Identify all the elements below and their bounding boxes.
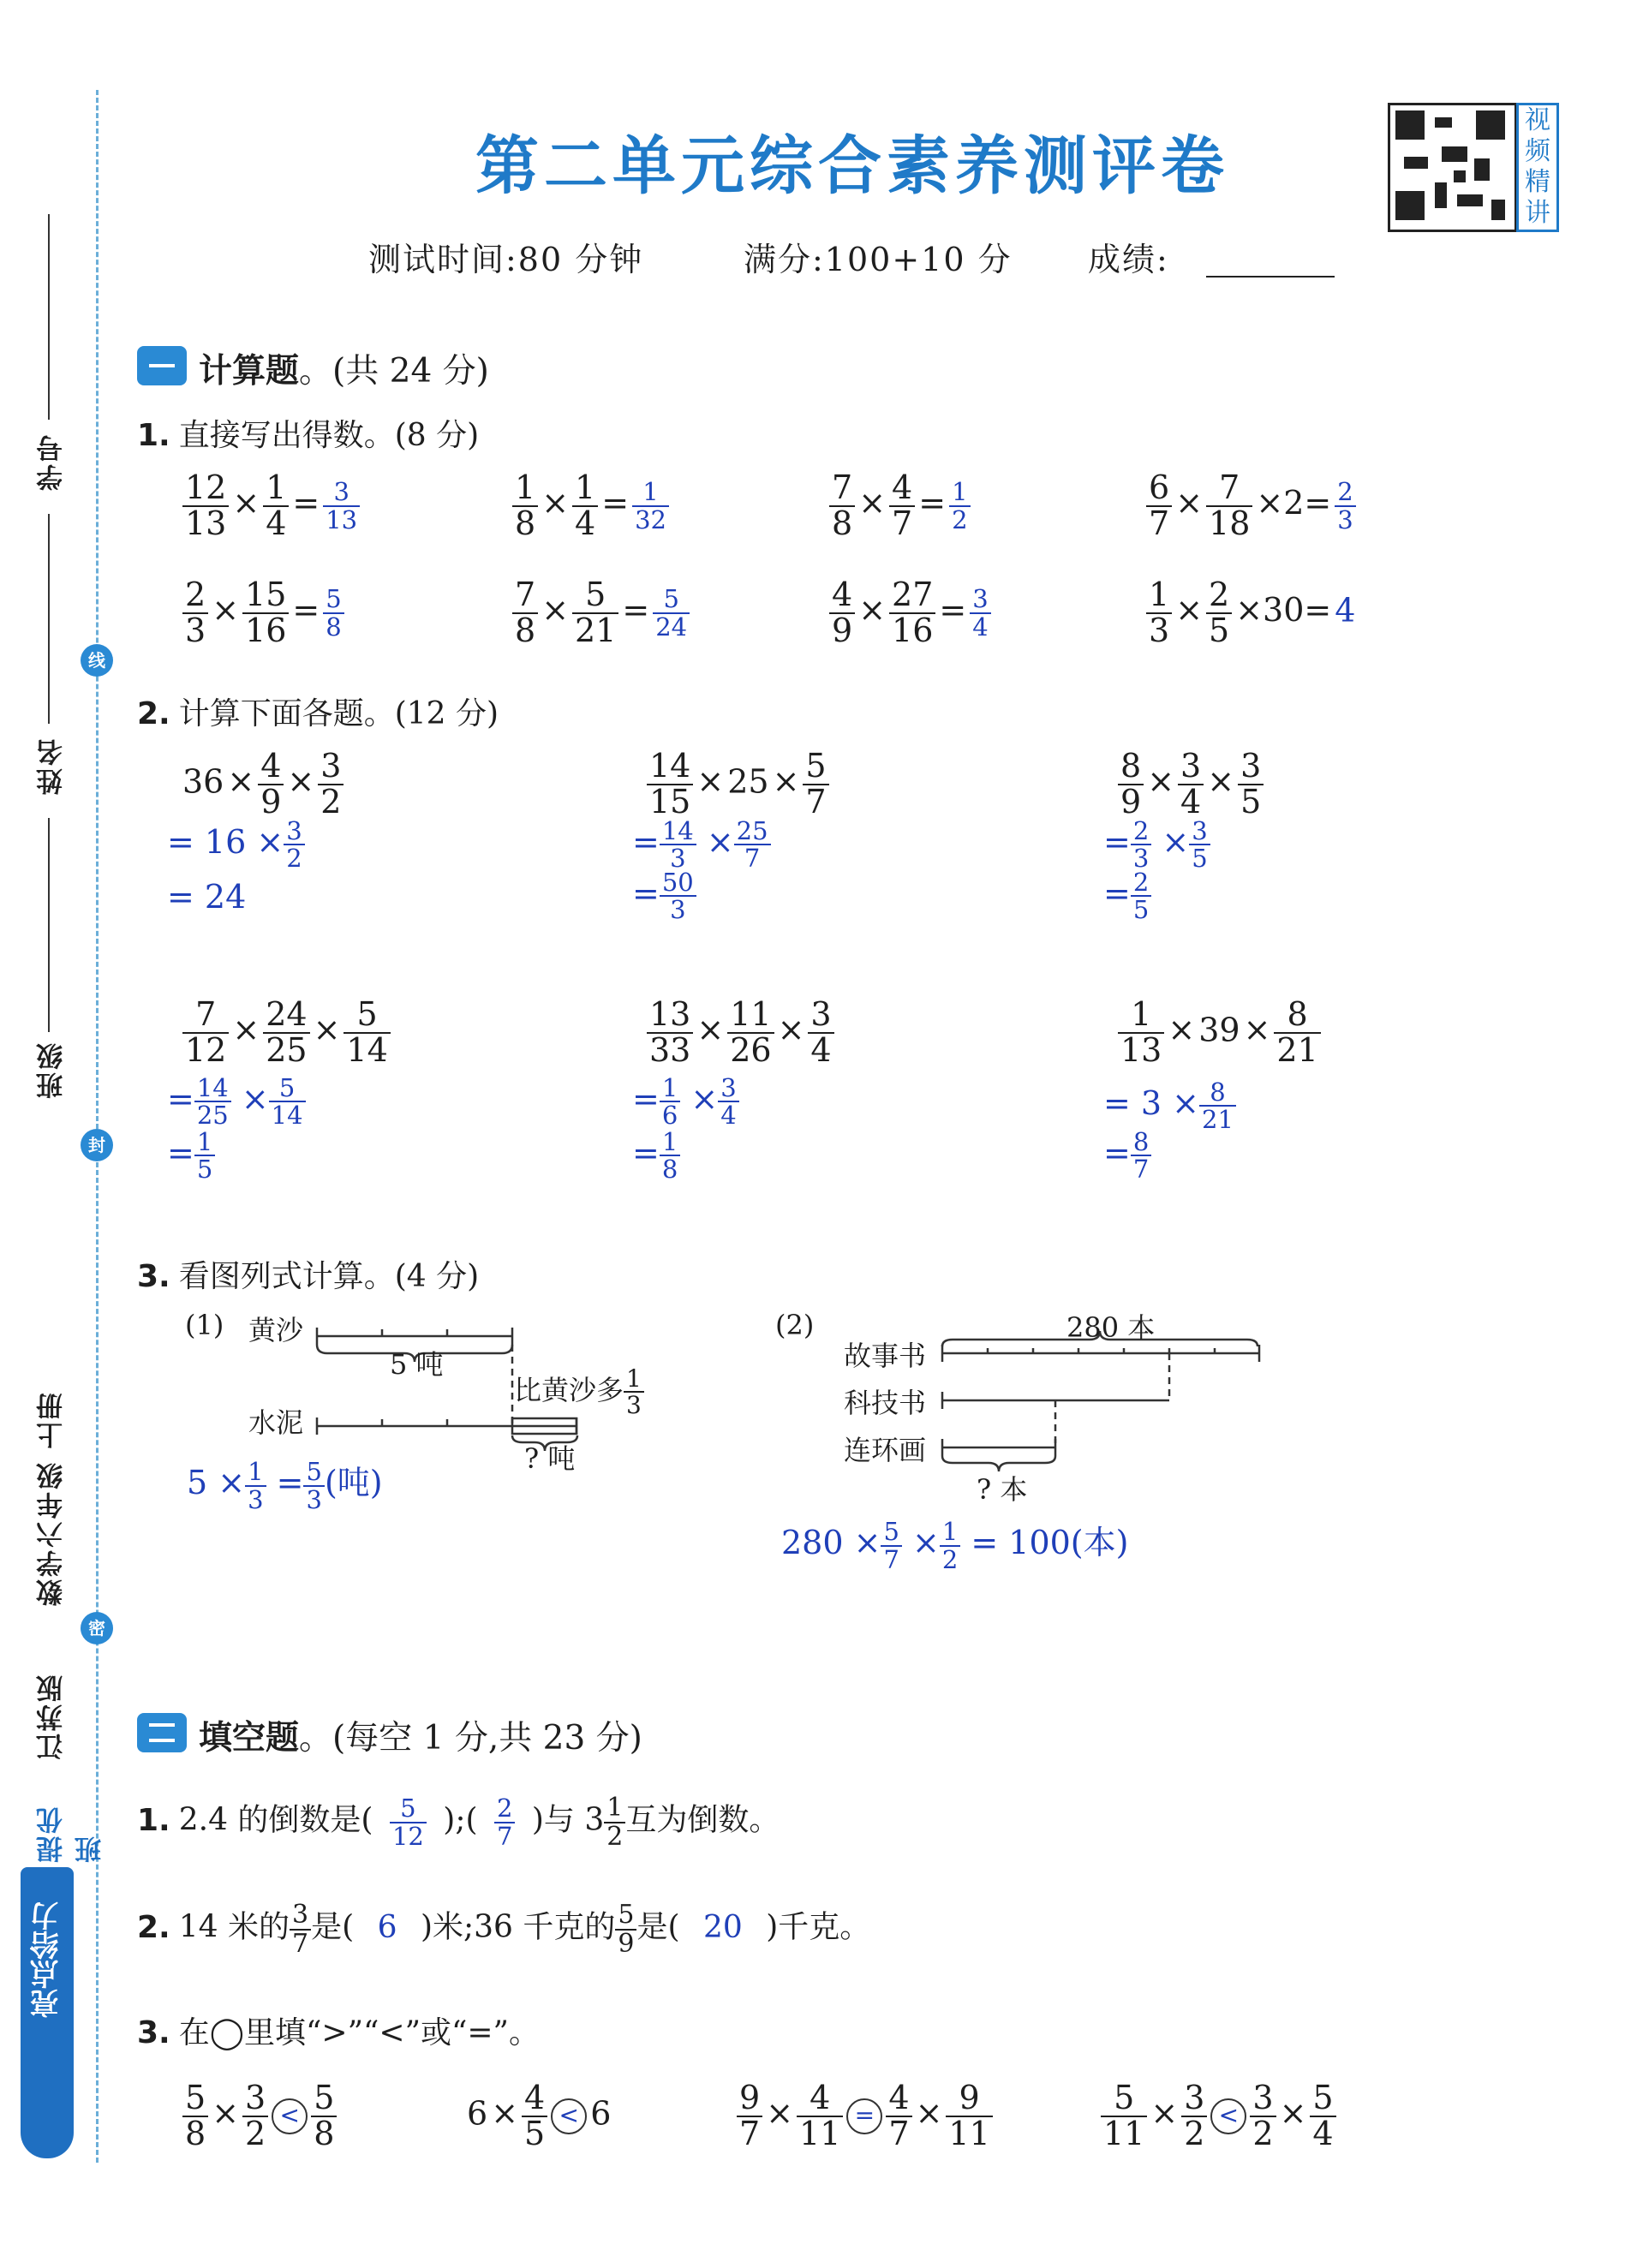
q2b-problem: $\frac{14}{15}$ × 25 × $\frac{5}{7}$ bbox=[647, 749, 829, 820]
brand-logo: 亮点给力 bbox=[21, 1867, 74, 2158]
diagram2-answer: 280 × $\frac{5}{7}$ × $\frac{1}{2}$ = 100(本) bbox=[781, 1517, 1129, 1574]
q2-prompt: 2. 计算下面各题。(12 分) bbox=[137, 696, 499, 731]
q2d-step1: = $\frac{14}{25}$ × $\frac{5}{14}$ bbox=[167, 1075, 306, 1129]
calc-item: $\frac{1}{8}$ × $\frac{1}{4}$ = $\frac{1}{32}$ bbox=[512, 471, 669, 541]
q2c-step2: = $\frac{2}{5}$ bbox=[1103, 869, 1151, 923]
q2d-step2: = $\frac{1}{5}$ bbox=[167, 1129, 215, 1183]
full-score: 满分:100+10 分 bbox=[744, 241, 1013, 278]
q2b-step2: = $\frac{50}{3}$ bbox=[632, 869, 696, 923]
score-label: 成绩: bbox=[1088, 241, 1169, 278]
test-time: 测试时间:80 分钟 bbox=[368, 241, 644, 278]
diagram2-unknown: ? 本 bbox=[977, 1473, 1028, 1506]
seal-mark-line: 线 bbox=[81, 644, 113, 677]
diagram1-sand-label: 黄沙 bbox=[248, 1314, 304, 1346]
diagram2-comic-label: 连环画 bbox=[844, 1434, 927, 1466]
section-2-heading: 填空题。(每空 1 分,共 23 分) bbox=[199, 1719, 642, 1758]
diagram1-unknown: ? 吨 bbox=[524, 1442, 576, 1475]
seal-mark-seal: 封 bbox=[81, 1129, 113, 1161]
compare-circle[interactable]: < bbox=[272, 2098, 308, 2134]
q2a-problem: 36 × $\frac{4}{9}$ × $\frac{3}{2}$ bbox=[182, 749, 344, 820]
q2c-problem: $\frac{8}{9}$ × $\frac{3}{4}$ × $\frac{3}{5}$ bbox=[1118, 749, 1264, 820]
calc-item: $\frac{7}{8}$ × $\frac{4}{7}$ = $\frac{1}{2}$ bbox=[829, 471, 971, 541]
compare-1: $\frac{5}{8}$ × $\frac{3}{2}$ < $\frac{5}{8}$ bbox=[182, 2081, 337, 2152]
page-title: 第二单元综合素养测评卷 bbox=[475, 129, 1229, 203]
calc-item: $\frac{12}{13}$ × $\frac{1}{4}$ = $\frac{3}{13}$ bbox=[182, 471, 360, 541]
q2e-problem: $\frac{13}{33}$ × $\frac{11}{26}$ × $\frac{3}{4}$ bbox=[647, 998, 834, 1068]
name-label: 姓名 bbox=[37, 737, 68, 795]
fill-q3-prompt: 3. 在◯里填“>”“<”或“=”。 bbox=[137, 2015, 540, 2050]
q3-prompt: 3. 看图列式计算。(4 分) bbox=[137, 1259, 480, 1294]
seal-mark-secret: 密 bbox=[81, 1612, 113, 1644]
calc-item: $\frac{4}{9}$ × $\frac{27}{16}$ = $\frac{3}{4}$ bbox=[829, 578, 991, 648]
diagram1-sand-weight: 5 吨 bbox=[390, 1348, 444, 1381]
fill-q1: 1. 2.4 的倒数是( $\frac{5}{12}$ );( $\frac{2}{7}$ )与 3 $\frac{1}{2}$ 互为倒数。 bbox=[137, 1793, 780, 1852]
book-label: 数学六年级 上册 bbox=[37, 1390, 68, 1606]
diagram2-index: (2) bbox=[775, 1309, 815, 1341]
q2e-step1: = $\frac{1}{6}$ × $\frac{3}{4}$ bbox=[632, 1075, 739, 1129]
q2b-step1: = $\frac{14}{3}$ × $\frac{25}{7}$ bbox=[632, 818, 771, 872]
diagram1-answer: 5 × $\frac{1}{3}$ = $\frac{5}{3}$ (吨) bbox=[187, 1457, 383, 1514]
compare-circle[interactable]: < bbox=[551, 2098, 587, 2134]
diagram1-cement-label: 水泥 bbox=[248, 1406, 304, 1439]
compare-circle[interactable]: = bbox=[846, 2098, 882, 2134]
calc-item: $\frac{7}{8}$ × $\frac{5}{21}$ = $\frac{5}{24}$ bbox=[512, 578, 690, 648]
q2a-step1: = 16 × $\frac{3}{2}$ bbox=[167, 818, 305, 872]
calc-item: $\frac{1}{3}$ × $\frac{2}{5}$ ×30= 4 bbox=[1146, 578, 1355, 648]
q2f-step1: = 3 × $\frac{8}{21}$ bbox=[1103, 1079, 1236, 1133]
calc-item: $\frac{6}{7}$ × $\frac{7}{18}$ ×2= $\frac{2}{3}$ bbox=[1146, 471, 1356, 541]
class-label: 班级 bbox=[37, 1041, 68, 1099]
section-1-heading: 计算题。(共 24 分) bbox=[199, 352, 489, 391]
diagram1-index: (1) bbox=[185, 1309, 224, 1341]
calc-item: $\frac{2}{3}$ × $\frac{15}{16}$ = $\frac{5}{8}$ bbox=[182, 578, 344, 648]
q2e-step2: = $\frac{1}{8}$ bbox=[632, 1129, 680, 1183]
compare-circle[interactable]: < bbox=[1210, 2098, 1246, 2134]
student-no-label: 学号 bbox=[37, 433, 68, 491]
edition-label: 江苏版 bbox=[37, 1673, 68, 1760]
diagram2-science-label: 科技书 bbox=[844, 1387, 927, 1419]
q2c-step1: = $\frac{2}{3}$ × $\frac{3}{5}$ bbox=[1103, 818, 1210, 872]
series-label: 提优班 bbox=[37, 1805, 106, 1863]
qr-caption: 视频精讲 bbox=[1516, 103, 1559, 232]
compare-3: $\frac{9}{7}$ × $\frac{4}{11}$ = $\frac{4}{7}$ × $\frac{9}{11}$ bbox=[737, 2081, 993, 2152]
q2a-step2: = 24 bbox=[167, 878, 247, 916]
compare-2: 6 × $\frac{4}{5}$ < 6 bbox=[467, 2079, 612, 2152]
compare-4: $\frac{5}{11}$ × $\frac{3}{2}$ < $\frac{3}{2}$ × $\frac{5}{4}$ bbox=[1101, 2081, 1336, 2152]
q1-prompt: 1. 直接写出得数。(8 分) bbox=[137, 418, 480, 453]
diagram1-more-note: 比黄沙多 $\frac{1}{3}$ bbox=[514, 1366, 644, 1418]
diagram2-total: 280 本 bbox=[1066, 1311, 1156, 1344]
q2f-problem: $\frac{1}{13}$ × 39 × $\frac{8}{21}$ bbox=[1118, 998, 1321, 1068]
diagram2-story-label: 故事书 bbox=[844, 1340, 927, 1372]
q2f-step2: = $\frac{8}{7}$ bbox=[1103, 1129, 1151, 1183]
fill-q2: 2. 14 米的 $\frac{3}{7}$ 是( 6 )米;36 千克的 $\frac{5}{9}$ 是( 20 )千克。 bbox=[137, 1900, 871, 1959]
q2d-problem: $\frac{7}{12}$ × $\frac{24}{25}$ × $\frac{5}{14}$ bbox=[182, 998, 391, 1068]
section-2-icon bbox=[137, 1713, 187, 1752]
